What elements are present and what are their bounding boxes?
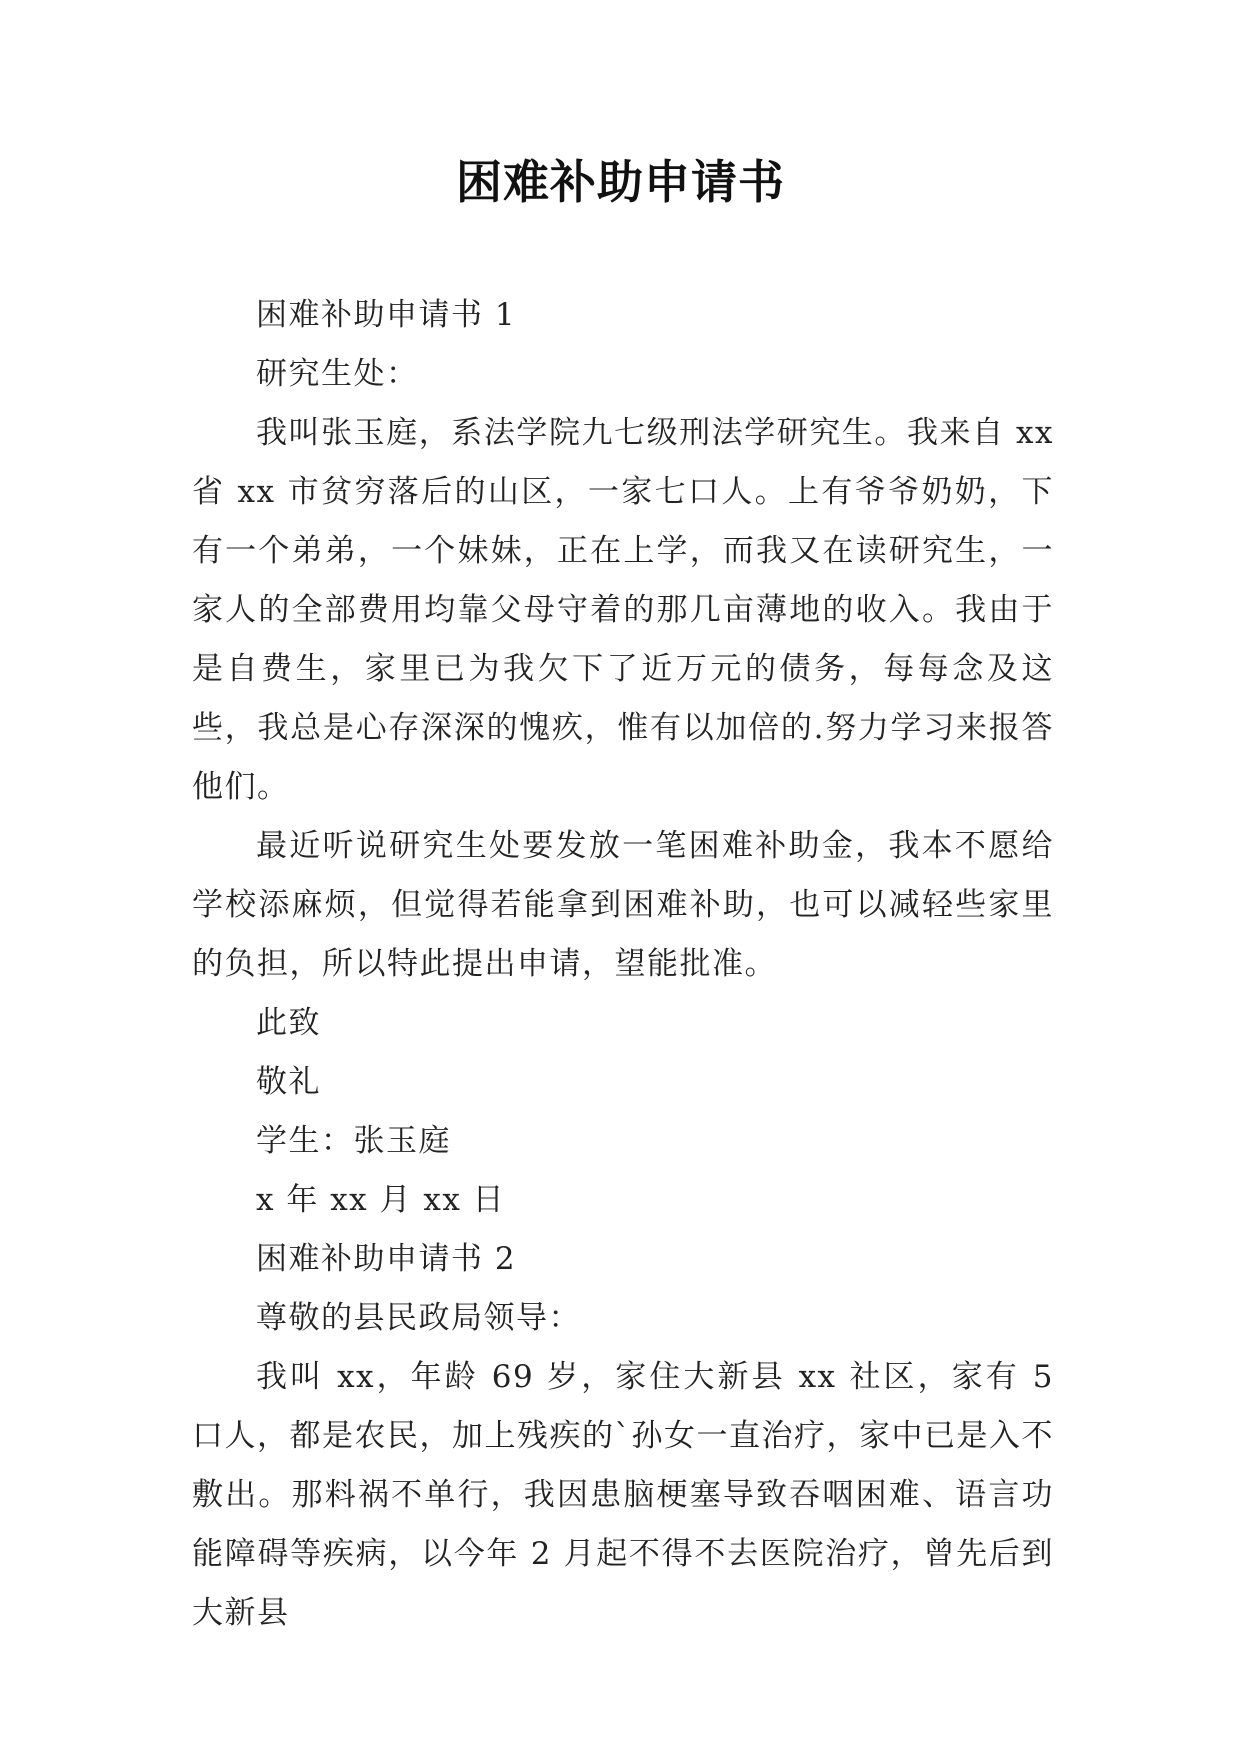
body-paragraph: 最近听说研究生处要发放一笔困难补助金，我本不愿给学校添麻烦，但觉得若能拿到困难补助，也可以减轻些家里的负担，所以特此提出申请，望能批准。 [192,828,1054,982]
date-line: x 年 xx 月 xx 日 [256,1182,506,1218]
section-heading-1: 困难补助申请书 1 [256,297,517,333]
salutation-1: 研究生处： [256,356,419,392]
body-paragraph: 我叫 xx，年龄 69 岁，家住大新县 xx 社区，家有 5 口人，都是农民，加上残疾的`孙女一直治疗，家中已是入不敷出。那料祸不单行，我因患脑梗塞导致吞咽困难、语言功能障碍等疾病，以今年 2 月起不得不去医院治疗，曾先后到大新县 [192,1359,1054,1631]
closing-regards: 敬礼 [256,1064,321,1100]
section-heading-2: 困难补助申请书 2 [256,1241,517,1277]
document-title: 困难补助申请书 [456,155,785,209]
salutation-2: 尊敬的县民政局领导： [256,1300,581,1336]
signature-line: 学生：张玉庭 [256,1123,451,1159]
body-paragraph: 我叫张玉庭，系法学院九七级刑法学研究生。我来自 xx 省 xx 市贫穷落后的山区，一家七口人。上有爷爷奶奶，下有一个弟弟，一个妹妹，正在上学，而我又在读研究生，一家人的全部费用均靠父母守着的那几亩薄地的收入。我由于是自费生，家里已为我欠下了近万元的债务，每每念及这些，我总是心存深深的愧疚，惟有以加倍的.努力学习来报答他们。 [192,415,1054,805]
document-body [192,286,1054,1643]
closing-line: 此致 [256,1005,321,1041]
